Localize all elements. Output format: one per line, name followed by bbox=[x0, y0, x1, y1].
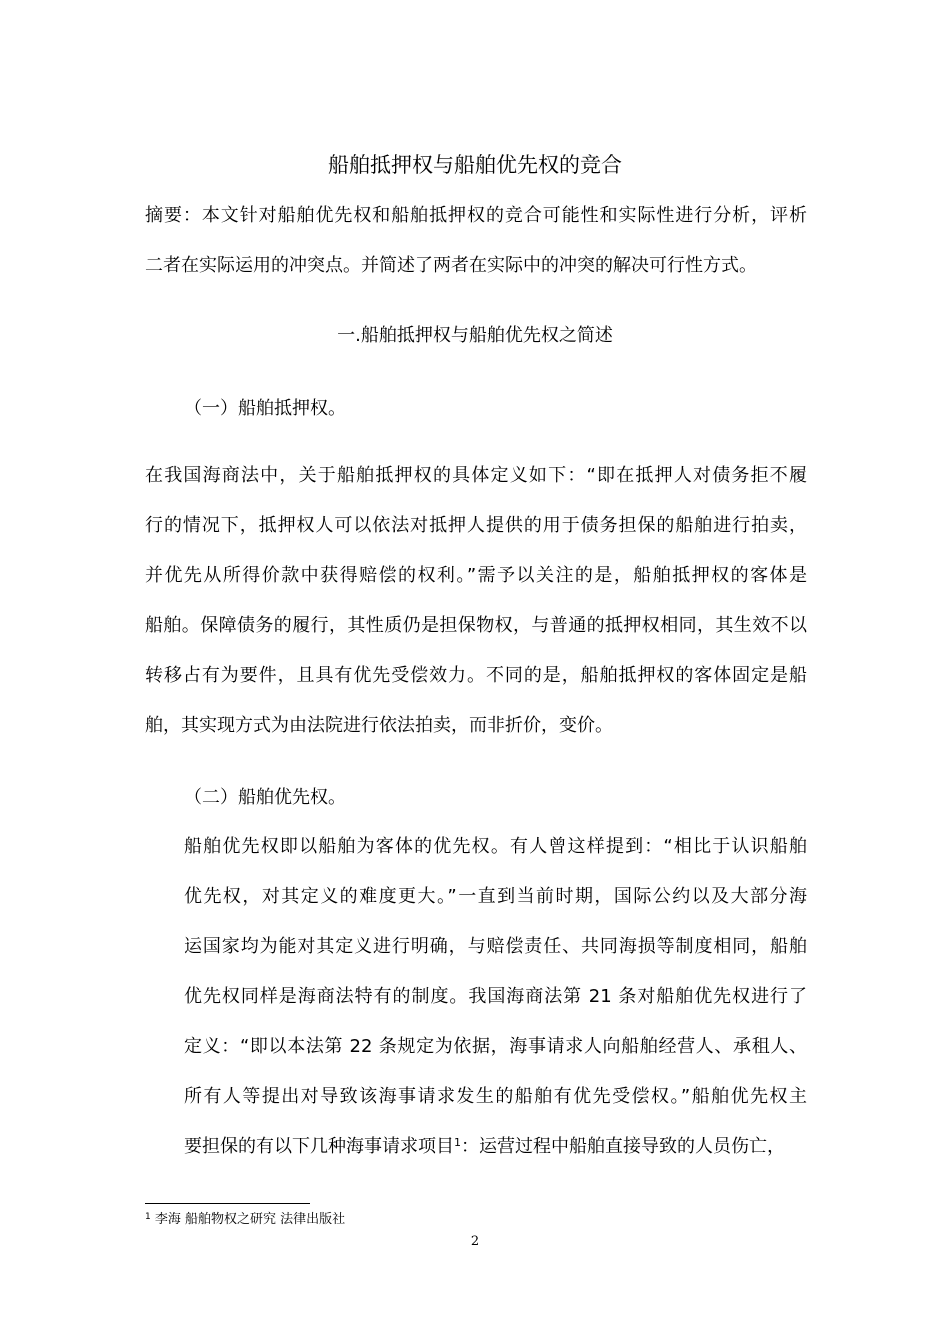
footnote-separator bbox=[145, 1203, 310, 1204]
subsection1-line-2: 行的情况下，抵押权人可以依法对抵押人提供的用于债务担保的船舶进行拍卖， bbox=[145, 515, 807, 536]
subsection2-line-1: 船舶优先权即以船舶为客体的优先权。有人曾这样提到：“相比于认识船舶 bbox=[184, 836, 807, 857]
subsection2-line-7-text-continued: ：运营过程中船舶直接导致的人员伤亡， bbox=[461, 1136, 785, 1157]
page-number: 2 bbox=[470, 1234, 480, 1249]
abstract-line-2: 二者在实际运用的冲突点。并简述了两者在实际中的冲突的解决可行性方式。 bbox=[145, 255, 757, 276]
section1-heading: 一.船舶抵押权与船舶优先权之简述 bbox=[337, 325, 613, 346]
subsection1-heading: （一）船舶抵押权。 bbox=[184, 398, 346, 419]
footnote bbox=[145, 1211, 345, 1229]
subsection2-line-5: 定义：“即以本法第 22 条规定为依据，海事请求人向船舶经营人、承租人、 bbox=[184, 1036, 807, 1057]
footnote-text: 李海 船舶物权之研究 法律出版社 bbox=[150, 1212, 346, 1227]
subsection1-line-4: 船舶。保障债务的履行，其性质仍是担保物权，与普通的抵押权相同，其生效不以 bbox=[145, 615, 807, 636]
subsection2-line-4: 优先权同样是海商法特有的制度。我国海商法第 21 条对船舶优先权进行了 bbox=[184, 986, 807, 1007]
subsection2-line-6: 所有人等提出对导致该海事请求发生的船舶有优先受偿权。”船舶优先权主 bbox=[184, 1086, 807, 1107]
subsection1-line-6: 舶，其实现方式为由法院进行依法拍卖，而非折价，变价。 bbox=[145, 715, 613, 736]
subsection2-line-3: 运国家均为能对其定义进行明确，与赔偿责任、共同海损等制度相同，船舶 bbox=[184, 936, 807, 957]
subsection2-line-2: 优先权，对其定义的难度更大。”一直到当前时期，国际公约以及大部分海 bbox=[184, 886, 807, 907]
footnote-marker: 1 bbox=[145, 1212, 151, 1222]
abstract-line-1: 摘要：本文针对船舶优先权和船舶抵押权的竞合可能性和实际性进行分析，评析 bbox=[145, 205, 807, 226]
footnote-reference[interactable]: 1 bbox=[454, 1136, 461, 1149]
subsection1-line-3: 并优先从所得价款中获得赔偿的权利。”需予以关注的是，船舶抵押权的客体是 bbox=[145, 565, 807, 586]
subsection1-line-1: 在我国海商法中，关于船舶抵押权的具体定义如下：“即在抵押人对债务拒不履 bbox=[145, 465, 807, 486]
document-title: 船舶抵押权与船舶优先权的竞合 bbox=[328, 153, 622, 177]
subsection1-line-5: 转移占有为要件，且具有优先受偿效力。不同的是，船舶抵押权的客体固定是船 bbox=[145, 665, 807, 686]
subsection2-line-7-text: 要担保的有以下几种海事请求项目 bbox=[184, 1136, 454, 1157]
subsection2-heading: （二）船舶优先权。 bbox=[184, 787, 346, 808]
subsection2-line-7 bbox=[184, 1133, 785, 1161]
